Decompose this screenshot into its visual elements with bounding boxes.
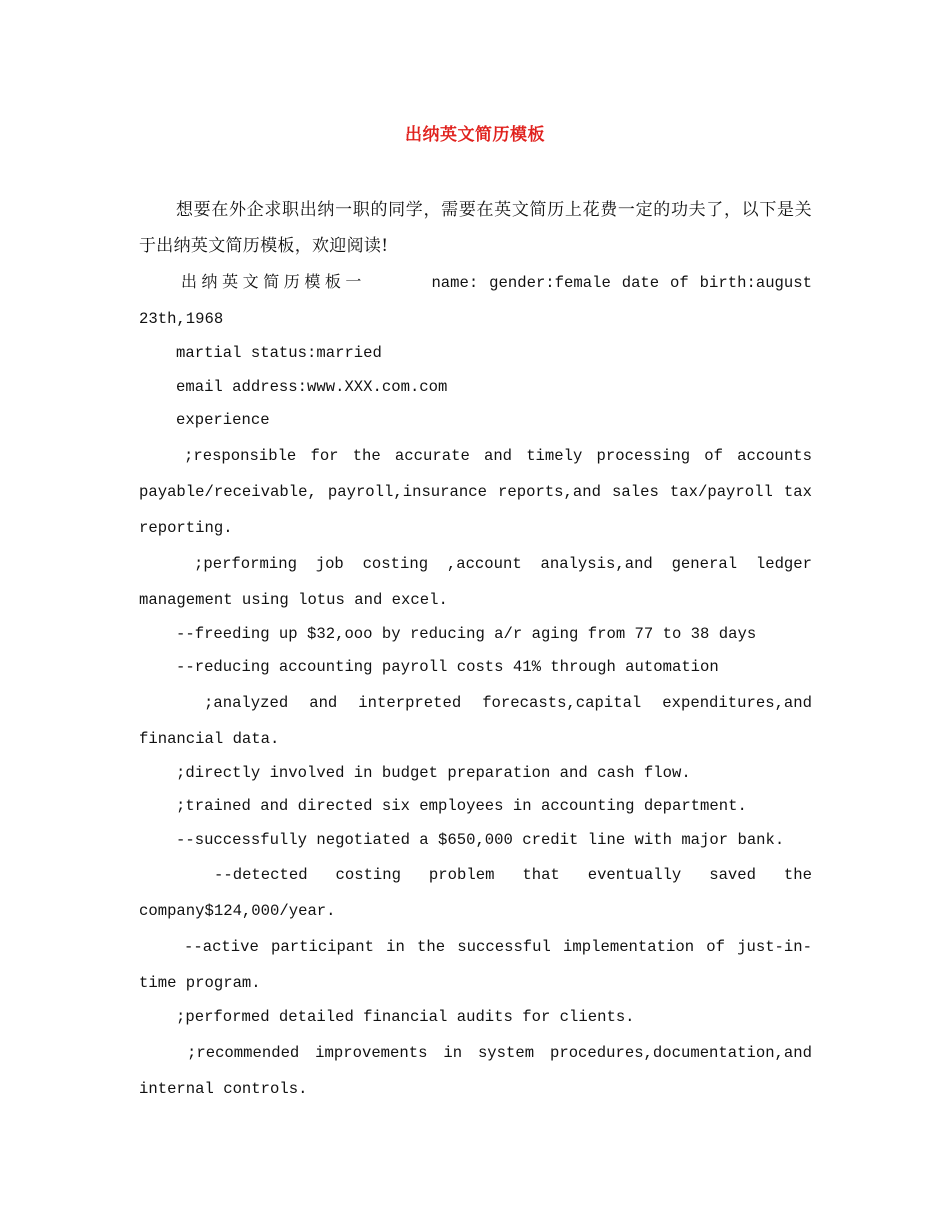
name-gender-birth: name: gender:female date of birth:august 23th,1968 bbox=[139, 274, 812, 328]
intro-paragraph: 想要在外企求职出纳一职的同学，需要在英文简历上花费一定的功夫了，以下是关于出纳英文简历模板，欢迎阅读! bbox=[139, 200, 812, 256]
email-line: email address:www.XXX.com.com bbox=[176, 377, 448, 396]
achievement-item: --freeding up $32,ooo by reducing a/r aging from 77 to 38 days bbox=[176, 624, 757, 643]
experience-item: ;analyzed and interpreted forecasts,capital expenditures,and financial data. bbox=[139, 693, 812, 748]
achievement-item: --successfully negotiated a $650,000 credit line with major bank. bbox=[176, 830, 785, 849]
experience-item: ;responsible for the accurate and timely processing of accounts payable/receivable, payroll,insurance reports,and sales tax/payroll tax reporting. bbox=[139, 446, 812, 537]
achievement-item: --reducing accounting payroll costs 41% through automation bbox=[176, 658, 719, 676]
experience-item: ;recommended improvements in system procedures,documentation,and internal controls. bbox=[139, 1043, 812, 1098]
template-heading: 出纳英文简历模板一 bbox=[181, 272, 366, 291]
experience-item: ;trained and directed six employees in accounting department. bbox=[176, 797, 747, 815]
achievement-item: --detected costing problem that eventually saved the company$124,000/year. bbox=[139, 866, 812, 920]
experience-heading: experience bbox=[176, 411, 270, 429]
experience-item: ;performed detailed financial audits for clients. bbox=[176, 1008, 635, 1026]
achievement-item: --active participant in the successful implementation of just-in-time program. bbox=[139, 938, 812, 992]
experience-item: ;performing job costing ,account analysis,and general ledger management using lotus and excel. bbox=[139, 554, 812, 609]
personal-info-line bbox=[139, 264, 812, 337]
document-body bbox=[139, 192, 812, 1107]
experience-item: ;directly involved in budget preparation and cash flow. bbox=[176, 763, 691, 782]
document-title: 出纳英文简历模板 bbox=[405, 125, 545, 145]
marital-status-line: martial status:married bbox=[176, 344, 382, 362]
